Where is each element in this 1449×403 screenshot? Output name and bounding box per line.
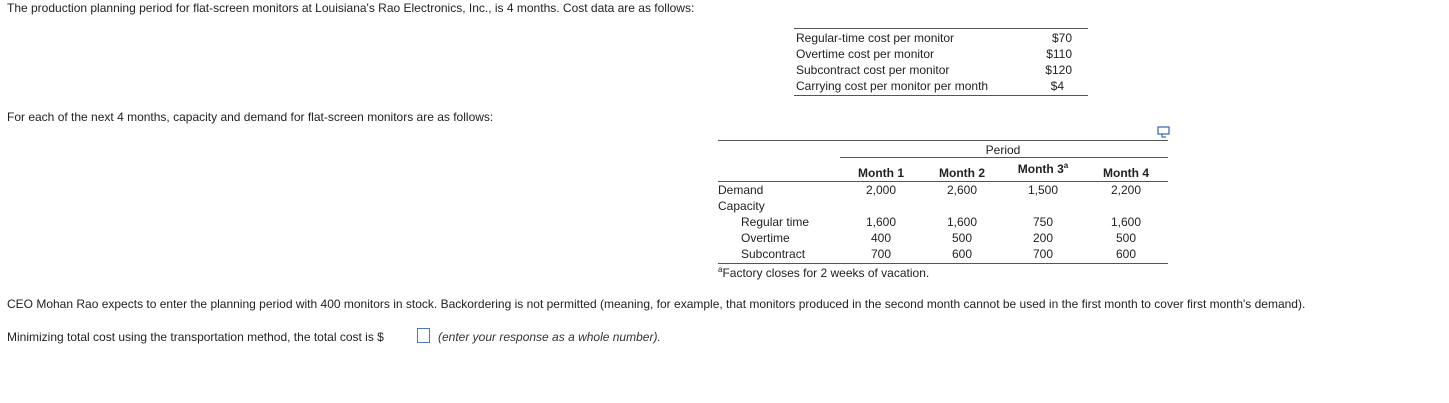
month-3-label: Month 3: [1017, 162, 1064, 176]
header-rule: [718, 181, 1168, 182]
overtime-month-4: 500: [1115, 231, 1137, 245]
cost-table-top-rule: [794, 28, 1088, 29]
cost-label-regular: Regular-time cost per monitor: [796, 31, 955, 45]
capacity-intro-text: For each of the next 4 months, capacity and demand for flat-screen monitors are as follows:: [7, 110, 494, 124]
capacity-label: Capacity: [718, 199, 765, 213]
cost-value-overtime: $110: [1046, 47, 1072, 61]
table-footnote: [718, 266, 929, 280]
demand-month-1: 2,000: [865, 183, 897, 197]
table-top-rule: [718, 140, 1168, 141]
demand-month-3: 1,500: [1027, 183, 1059, 197]
subcontract-month-4: 600: [1115, 247, 1137, 261]
total-cost-answer-input[interactable]: [417, 328, 430, 343]
cost-value-carrying: $4: [1050, 79, 1064, 93]
cost-value-subcontract: $120: [1045, 63, 1072, 77]
subcontract-month-1: 700: [870, 247, 892, 261]
regular-month-1: 1,600: [865, 215, 897, 229]
overtime-month-2: 500: [951, 231, 973, 245]
footnote-mark: a: [718, 265, 723, 274]
scenario-paragraph: CEO Mohan Rao expects to enter the planning period with 400 monitors in stock. Backordering is not permitted (meaning, for example, that monitors produced in the second month cannot be used in the first month to cover first month's demand).: [7, 297, 1306, 311]
cost-value-regular: $70: [1051, 31, 1072, 45]
month-3-footnote-mark: a: [1063, 161, 1069, 170]
cost-label-carrying: Carrying cost per monitor per month: [796, 79, 989, 93]
demand-month-2: 2,600: [946, 183, 978, 197]
period-rule: [840, 157, 1168, 158]
regular-month-3: 750: [1032, 215, 1054, 229]
overtime-month-1: 400: [870, 231, 892, 245]
cost-label-overtime: Overtime cost per monitor: [796, 47, 935, 61]
month-2-header: Month 2: [939, 166, 985, 180]
period-header: Period: [985, 143, 1021, 157]
question-text: Minimizing total cost using the transportation method, the total cost is $: [7, 330, 384, 344]
answer-hint: (enter your response as a whole number).: [438, 330, 661, 344]
overtime-month-3: 200: [1032, 231, 1054, 245]
table-bottom-rule: [718, 263, 1168, 264]
subcontract-label: Subcontract: [741, 247, 806, 261]
footnote-text: Factory closes for 2 weeks of vacation.: [722, 266, 930, 280]
month-4-header: Month 4: [1103, 166, 1149, 180]
cost-label-subcontract: Subcontract cost per monitor: [796, 63, 950, 77]
cost-table-bottom-rule: [794, 95, 1088, 96]
demand-month-4: 2,200: [1110, 183, 1142, 197]
demand-label: Demand: [718, 183, 764, 197]
regular-month-2: 1,600: [946, 215, 978, 229]
regular-time-label: Regular time: [741, 215, 810, 229]
copy-data-icon[interactable]: [1157, 126, 1171, 138]
subcontract-month-3: 700: [1032, 247, 1054, 261]
overtime-label: Overtime: [741, 231, 790, 245]
month-1-header: Month 1: [858, 166, 904, 180]
subcontract-month-2: 600: [951, 247, 973, 261]
month-3-header: [1008, 162, 1078, 176]
intro-text: The production planning period for flat-screen monitors at Louisiana's Rao Electronics, Inc., is 4 months. Cost data are as follows:: [7, 1, 695, 15]
regular-month-4: 1,600: [1110, 215, 1142, 229]
